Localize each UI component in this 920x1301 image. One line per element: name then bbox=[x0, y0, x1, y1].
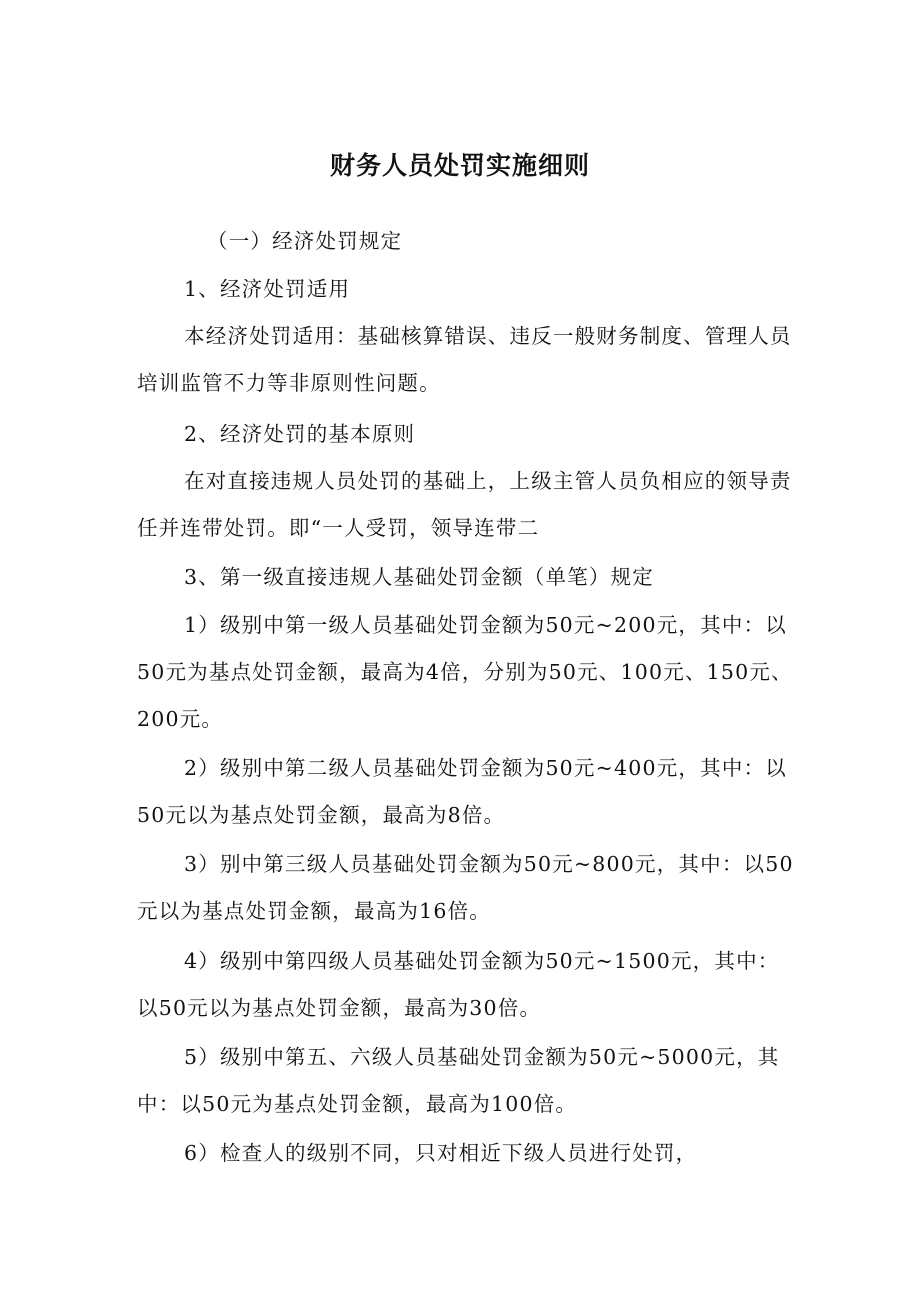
body-paragraph: 在对直接违规人员处罚的基础上，上级主管人员负相应的领导责任并连带处罚。即“一人受罚，领导连带二 bbox=[137, 469, 792, 540]
list-item: 3）别中第三级人员基础处罚金额为50元~800元，其中：以50元以为基点处罚金额，最高为16倍。 bbox=[137, 852, 794, 923]
list-item: 5）级别中第五、六级人员基础处罚金额为50元~5000元，其中：以50元为基点处罚金额，最高为100倍。 bbox=[137, 1045, 780, 1116]
list-item: 4）级别中第四级人员基础处罚金额为50元~1500元，其中：以50元以为基点处罚金额，最高为30倍。 bbox=[137, 949, 780, 1020]
body-paragraph: 本经济处罚适用：基础核算错误、违反一般财务制度、管理人员培训监管不力等非原则性问题。 bbox=[137, 324, 792, 395]
list-item: 2）级别中第二级人员基础处罚金额为50元~400元，其中：以50元以为基点处罚金额，最高为8倍。 bbox=[137, 756, 787, 827]
list-item: 1）级别中第一级人员基础处罚金额为50元~200元，其中：以50元为基点处罚金额，最高为4倍，分别为50元、100元、150元、200元。 bbox=[137, 613, 793, 731]
subsection-heading: 3、第一级直接违规人基础处罚金额（单笔）规定 bbox=[184, 565, 654, 589]
section-heading: （一）经济处罚规定 bbox=[207, 229, 403, 253]
subsection-heading: 2、经济处罚的基本原则 bbox=[184, 422, 416, 446]
list-item: 6）检查人的级别不同，只对相近下级人员进行处罚， bbox=[184, 1141, 698, 1165]
subsection-heading: 1、经济处罚适用 bbox=[184, 277, 351, 301]
document-title: 财务人员处罚实施细则 bbox=[329, 151, 590, 180]
